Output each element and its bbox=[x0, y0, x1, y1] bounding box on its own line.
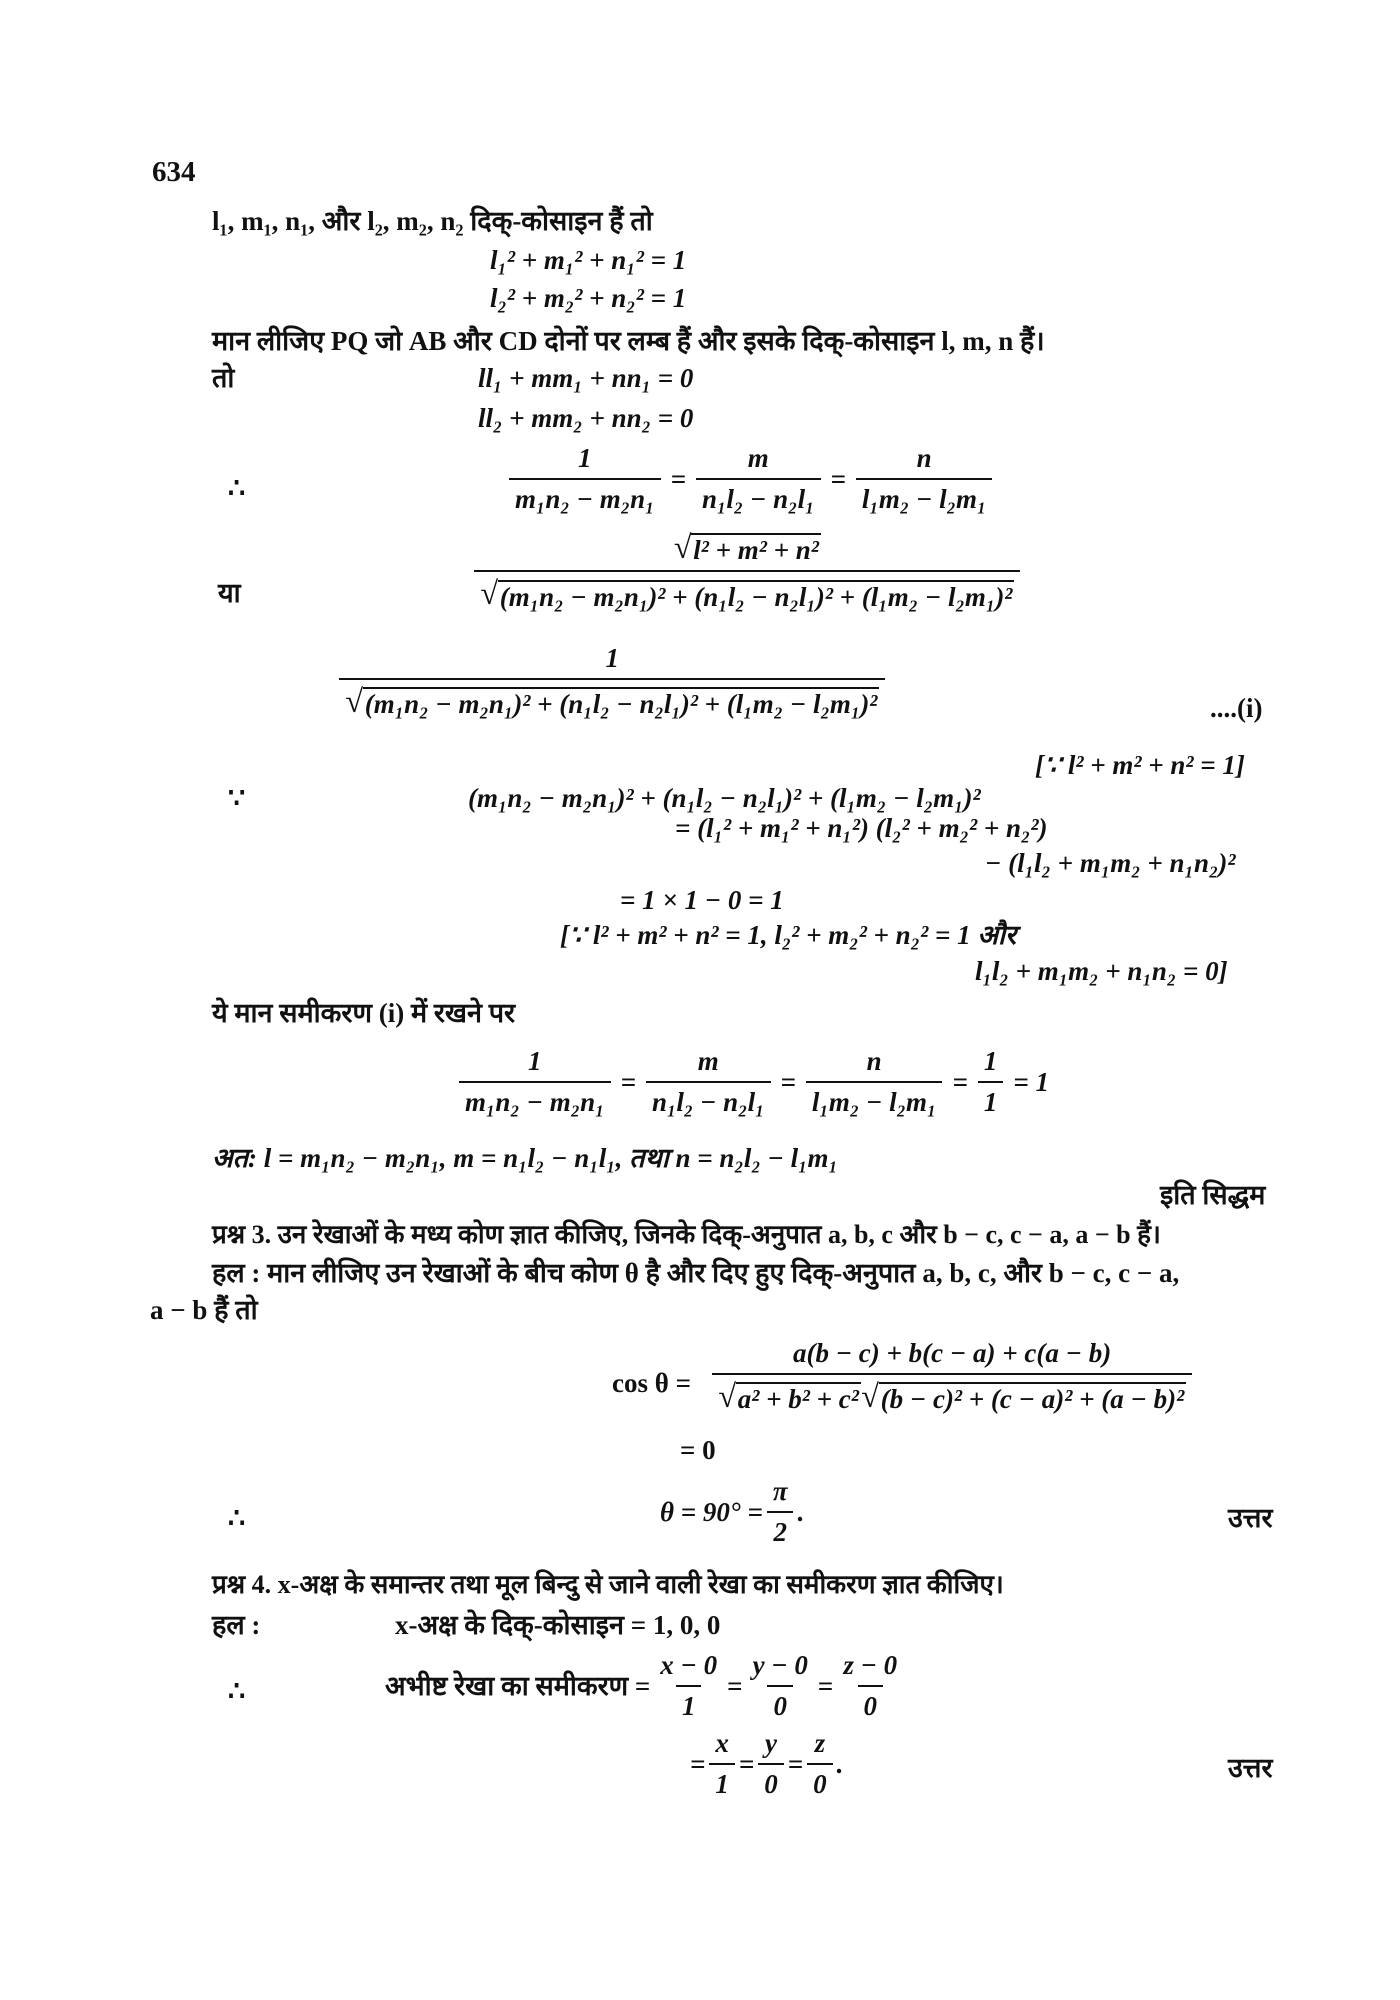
perp-eq-1: ll₁ + mm₁ + nn₁ = 0 bbox=[478, 363, 694, 393]
therefore-symbol: ∴ bbox=[228, 473, 246, 503]
frac-num: m bbox=[697, 1046, 719, 1076]
question-3: प्रश्न 3. उन रेखाओं के मध्य कोण ज्ञात कीजिए, जिनके दिक्-अनुपात a, b, c और b − c, c − a, a − b हैं। bbox=[212, 1220, 1161, 1249]
frac-num: z bbox=[814, 1728, 826, 1758]
sqrt-num: l² + m² + n² bbox=[693, 535, 819, 566]
answer-label: उत्तर bbox=[1228, 1753, 1273, 1783]
frac-num: z − 0 bbox=[843, 1650, 898, 1680]
therefore-symbol: ∴ bbox=[228, 1503, 246, 1533]
theta-result: θ = 90° = $\frac{\pi}{2}$ . bbox=[660, 1476, 805, 1547]
equals-zero: = 0 bbox=[680, 1435, 716, 1465]
identity-1: l₁² + m₁² + n₁² = 1 bbox=[490, 245, 687, 275]
identity-2: l₂² + m₂² + n₂² = 1 bbox=[490, 283, 687, 313]
frac-den: n₁l₂ − n₂l₁ bbox=[646, 1081, 771, 1116]
frac-den: l₁m₂ − l₂m₁ bbox=[806, 1081, 943, 1116]
or-label: या bbox=[218, 578, 241, 608]
line-equation: अभीष्ट रेखा का समीकरण = $\frac{x - 0}{1}$ = $\frac{y - 0}{0}$ = $\frac{z - 0}{0}$ bbox=[385, 1652, 907, 1720]
expansion-4: = 1 × 1 − 0 = 1 bbox=[620, 885, 784, 915]
eq-label: अभीष्ट रेखा का समीकरण = bbox=[385, 1670, 651, 1701]
perp-eq-2: ll₂ + mm₂ + nn₂ = 0 bbox=[478, 403, 694, 433]
frac-num: n bbox=[866, 1046, 882, 1076]
then-label: तो bbox=[212, 363, 235, 393]
frac-num: x bbox=[715, 1728, 729, 1758]
expansion-1: (m₁n₂ − m₂n₁)² + (n₁l₂ − n₂l₁)² + (l₁m₂ − l₂m₁)² bbox=[468, 783, 981, 813]
equation-i: 1 √ (m₁n₂ − m₂n₁)² + (n₁l₂ − n₂l₁)² + (l₁m₂ − l₂m₁)² bbox=[335, 645, 889, 718]
assume-line: मान लीजिए PQ जो AB और CD दोनों पर लम्ब हैं और इसके दिक्-कोसाइन l, m, n हैं। bbox=[212, 326, 1045, 356]
frac-num: 1 bbox=[983, 1046, 998, 1076]
q4-solution-label: हल : bbox=[212, 1610, 261, 1640]
frac-den: m₁n₂ − m₂n₁ bbox=[459, 1081, 611, 1116]
frac-den: n₁l₂ − n₂l₁ bbox=[696, 478, 821, 513]
note-unit: [∵ l² + m² + n² = 1] bbox=[1035, 750, 1245, 780]
sqrt-den: (m₁n₂ − m₂n₁)² + (n₁l₂ − n₂l₁)² + (l₁m₂ − l₂m₁)² bbox=[499, 581, 1013, 612]
frac-num: 1 bbox=[605, 643, 619, 673]
frac-den: 1 bbox=[676, 1685, 702, 1720]
because-symbol: ∵ bbox=[228, 783, 246, 813]
expansion-6: l₁l₂ + m₁m₂ + n₁n₂ = 0] bbox=[975, 956, 1228, 986]
frac-num: n bbox=[916, 443, 932, 473]
therefore-symbol: ∴ bbox=[228, 1676, 246, 1706]
q3-solution-line1: हल : मान लीजिए उन रेखाओं के बीच कोण θ है और दिए हुए दिक्-अनुपात a, b, c, और b − c, c − a, bbox=[212, 1258, 1180, 1288]
expansion-5: [∵ l² + m² + n² = 1, l₂² + m₂² + n₂² = 1 और bbox=[560, 920, 1016, 950]
substitute-line: ये मान समीकरण (i) में रखने पर bbox=[212, 998, 516, 1028]
frac-num: 1 bbox=[578, 443, 592, 473]
frac-den: 1 bbox=[978, 1081, 1004, 1116]
frac-den: m₁n₂ − m₂n₁ bbox=[509, 478, 661, 513]
cos-den-1: a² + b² + c² bbox=[737, 1384, 859, 1415]
expansion-3: − (l₁l₂ + m₁m₂ + n₁n₂)² bbox=[985, 848, 1236, 878]
cos-den-2: (b − c)² + (c − a)² + (a − b)² bbox=[880, 1384, 1185, 1415]
frac-num: x − 0 bbox=[660, 1650, 718, 1680]
answer-label: उत्तर bbox=[1228, 1503, 1273, 1533]
expansion-2: = (l₁² + m₁² + n₁²) (l₂² + m₂² + n₂²) bbox=[675, 813, 1048, 843]
frac-den: l₁m₂ − l₂m₁ bbox=[856, 478, 993, 513]
frac-den: 2 bbox=[767, 1511, 793, 1546]
frac-num: 1 bbox=[528, 1046, 542, 1076]
frac-den: 1 bbox=[709, 1763, 735, 1798]
cos-label: cos θ = bbox=[612, 1368, 691, 1398]
frac-den: 0 bbox=[767, 1685, 793, 1720]
sqrt-den: (m₁n₂ − m₂n₁)² + (n₁l₂ − n₂l₁)² + (l₁m₂ − l₂m₁)² bbox=[364, 689, 878, 720]
frac-den: 0 bbox=[858, 1685, 884, 1720]
sqrt-ratio: √ l² + m² + n² √ (m₁n₂ − m₂n₁)² + (n₁l₂ − n₂l₁)² + (l₁m₂ − l₂m₁)² bbox=[470, 532, 1024, 611]
final-result: = 1 bbox=[1013, 1066, 1049, 1097]
page-number: 634 bbox=[152, 156, 196, 188]
frac-den: 0 bbox=[807, 1763, 833, 1798]
cos-fraction: a(b − c) + b(c − a) + c(a − b) √ a² + b² + c² √ (b − c)² + (c − a)² + (a − b)² bbox=[708, 1340, 1196, 1413]
intro-line: l₁, m₁, n₁, और l₂, m₂, n₂ दिक्-कोसाइन हैं तो bbox=[212, 206, 653, 236]
q3-solution-line2: a − b हैं तो bbox=[150, 1295, 258, 1325]
cos-num: a(b − c) + b(c − a) + c(a − b) bbox=[792, 1338, 1112, 1368]
frac-num: π bbox=[772, 1476, 788, 1506]
proved-label: इति सिद्धम bbox=[1160, 1180, 1266, 1210]
final-ratio: $\frac{1}{\text{m₁n₂ − m₂n₁}}$ = $\frac{m}{\text{n₁l₂ − n₂l₁}}$ = $\frac{n}{\text{l₁m₂ − l₂m₁}}$ = $\frac{1}{1}$ = 1 bbox=[455, 1048, 1055, 1116]
question-4: प्रश्न 4. x-अक्ष के समान्तर तथा मूल बिन्दु से जाने वाली रेखा का समीकरण ज्ञात कीजिए। bbox=[212, 1570, 1004, 1599]
equation-label: ....(i) bbox=[1210, 693, 1263, 723]
ratio-equation: $\frac{1}{\text{m₁n₂ − m₂n₁}}$ = $\frac{m}{\text{n₁l₂ − n₂l₁}}$ = $\frac{n}{\text{l₁m₂ − l₂m₁}}$ bbox=[505, 445, 996, 513]
frac-num: y bbox=[765, 1728, 778, 1758]
frac-den: 0 bbox=[758, 1763, 784, 1798]
theta-eq: θ = 90° = bbox=[660, 1496, 763, 1527]
frac-num: m bbox=[747, 443, 769, 473]
frac-num: y − 0 bbox=[752, 1650, 808, 1680]
hence-line: अत: l = m₁n₂ − m₂n₁, m = n₁l₂ − n₁l₁, तथा n = n₂l₂ − l₁m₁ bbox=[212, 1143, 838, 1173]
line-equation-simplified: = $\frac{x}{1}$ = $\frac{y}{0}$ = $\frac{z}{0}$ . bbox=[690, 1728, 844, 1799]
q4-solution-text: x-अक्ष के दिक्-कोसाइन = 1, 0, 0 bbox=[395, 1610, 721, 1640]
